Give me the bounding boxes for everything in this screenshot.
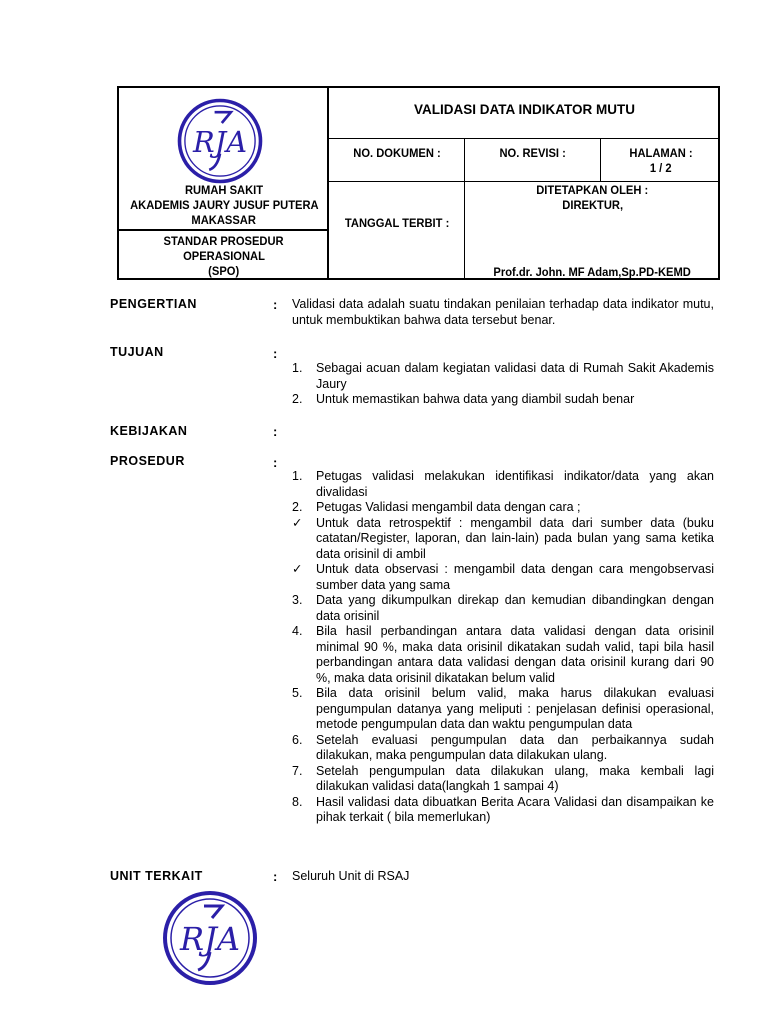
ditetapkan-oleh: DITETAPKAN OLEH : DIREKTUR,	[536, 183, 649, 212]
no-dokumen-label: NO. DOKUMEN :	[353, 146, 441, 160]
section-colon: :	[273, 297, 278, 312]
list-item: ✓ Untuk data observasi : mengambil data dengan cara mengobservasi sumber data yang sama	[292, 562, 714, 592]
section-colon: :	[273, 424, 278, 439]
list-item: 6. Setelah evaluasi pengumpulan data dan perbaikannya sudah dilakukan, maka pengumpulan data dilakukan ulang.	[292, 732, 714, 762]
list-item: 8. Hasil validasi data dibuatkan Berita Acara Validasi dan disampaikan ke pihak terkait ( bila memerlukan)	[292, 794, 714, 824]
pengertian-text: Validasi data adalah suatu tindakan penilaian terhadap data indikator mutu, untuk membuktikan bahwa data tersebut benar.	[292, 297, 714, 327]
spo-title: STANDAR PROSEDUR OPERASIONAL (SPO)	[163, 234, 285, 278]
list-item: 3. Data yang dikumpulkan direkap dan kemudian dibandingkan dengan data orisinil	[292, 593, 714, 623]
hospital-logo-icon	[175, 96, 265, 186]
list-item: 7. Setelah pengumpulan data dilakukan ulang, maka kembali lagi dilakukan validasi data(langkah 1 sampai 4)	[292, 763, 714, 793]
document-header-table	[117, 86, 720, 280]
halaman-cell: HALAMAN : 1 / 2	[628, 146, 693, 175]
logo-lettering: RJA	[179, 920, 241, 958]
prosedur-list	[292, 469, 714, 826]
hospital-name: RUMAH SAKIT AKADEMIS JAURY JUSUF PUTERA MAKASSAR	[129, 183, 319, 227]
tujuan-list	[292, 361, 714, 408]
section-colon: :	[273, 455, 278, 470]
section-label-unit-terkait: UNIT TERKAIT	[110, 869, 203, 883]
hospital-stamp-icon	[160, 888, 260, 988]
list-item: 1. Petugas validasi melakukan identifikasi indikator/data yang akan divalidasi	[292, 469, 714, 499]
list-item: 2. Untuk memastikan bahwa data yang diambil sudah benar	[292, 392, 635, 406]
signer-name: Prof.dr. John. MF Adam,Sp.PD-KEMD	[493, 265, 692, 279]
section-colon: :	[273, 346, 278, 361]
section-colon: :	[273, 869, 278, 884]
section-label-prosedur: PROSEDUR	[110, 454, 185, 468]
no-revisi-label: NO. REVISI :	[499, 146, 567, 160]
check-icon: ✓	[292, 562, 303, 576]
check-icon: ✓	[292, 515, 303, 530]
document-title: VALIDASI DATA INDIKATOR MUTU	[414, 102, 635, 117]
list-item: 1. Sebagai acuan dalam kegiatan validasi data di Rumah Sakit Akademis Jaury	[292, 361, 714, 391]
unit-terkait-text: Seluruh Unit di RSAJ	[292, 869, 410, 883]
list-item: 2. Petugas Validasi mengambil data dengan cara ;	[292, 500, 581, 514]
section-label-tujuan: TUJUAN	[110, 345, 164, 359]
list-item: 5. Bila data orisinil belum valid, maka harus dilakukan evaluasi pengumpulan datanya yang meliputi : penjelasan definisi operasional, metode pengumpulan data dan waktu pengumpulan data	[292, 686, 714, 731]
section-label-kebijakan: KEBIJAKAN	[110, 424, 188, 438]
tanggal-terbit-label: TANGGAL TERBIT :	[344, 216, 450, 230]
list-item: 4. Bila hasil perbandingan antara data validasi dengan data orisinil minimal 90 %, maka data orisinil dikatakan sudah valid, tapi bila hasil perbandingan antara data validasi dengan data orisinil kurang dari 90 %, maka data orisinil dikatakan belum valid	[292, 624, 714, 685]
list-item: ✓ Untuk data retrospektif : mengambil data dari sumber data (buku catatan/Register, laporan, dan lain-lain) pada bulan yang sama ketika data orisinil di ambil	[292, 515, 714, 561]
logo-lettering: RJA	[192, 124, 248, 159]
section-label-pengertian: PENGERTIAN	[110, 297, 197, 311]
